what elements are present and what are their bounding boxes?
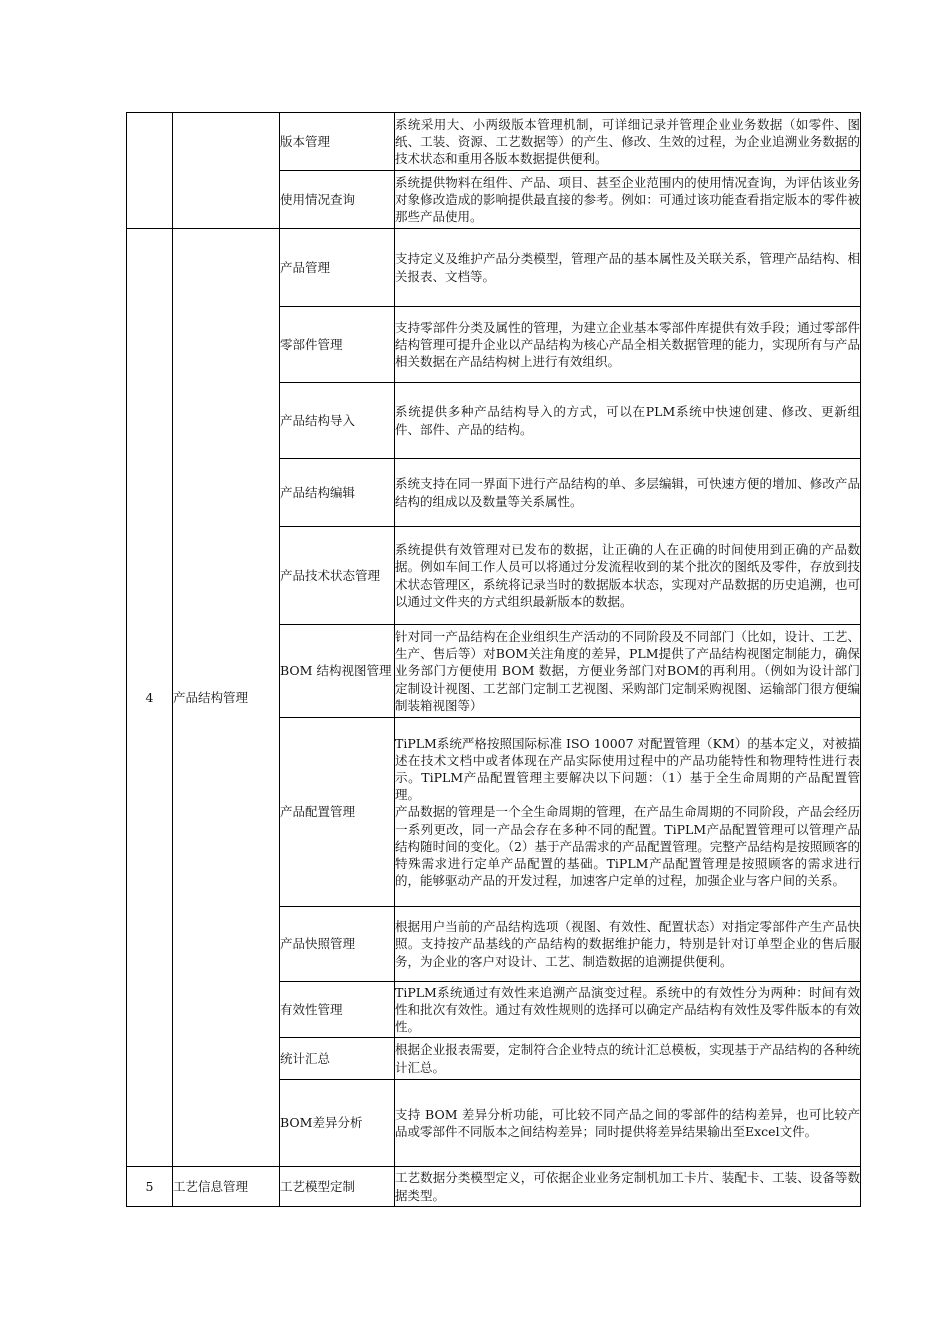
description-cell: 系统提供有效管理对已发布的数据，让正确的人在正确的时间使用到正确的产品数据。例如车间工作人员可以将通过分发流程收到的某个批次的图纸及零件，存放到技术状态管理区，系统将记录当时的数据版本状态，实现对产品数据的历史追溯，也可以通过文件夹的方式组织最新版本的数据。 [395,527,861,625]
description-cell: 系统支持在同一界面下进行产品结构的单、多层编辑，可快速方便的增加、修改产品结构的组成以及数量等关系属性。 [395,459,861,527]
description-cell: 支持零部件分类及属性的管理，为建立企业基本零部件库提供有效手段；通过零部件结构管理可提升企业以产品结构为核心产品全相关数据管理的能力，实现所有与产品相关数据在产品结构树上进行有效组织。 [395,307,861,383]
table-row [127,113,861,171]
feature-cell: 工艺模型定制 [280,1167,395,1207]
feature-cell: 产品管理 [280,229,395,307]
module-cell: 工艺信息管理 [173,1167,280,1207]
description-cell: 支持 BOM 差异分析功能，可比较不同产品之间的零部件的结构差异，也可比较产品或零部件不同版本之间结构差异；同时提供将差异结果输出至Excel文件。 [395,1080,861,1167]
feature-cell: 有效性管理 [280,982,395,1038]
feature-cell: 产品结构导入 [280,383,395,459]
description-cell: 系统提供物料在组件、产品、项目、甚至企业范围内的使用情况查询，为评估该业务对象修改造成的影响提供最直接的参考。例如：可通过该功能查看指定版本的零件被那些产品使用。 [395,171,861,229]
feature-cell: 使用情况查询 [280,171,395,229]
feature-cell: 产品快照管理 [280,907,395,982]
description-cell: 系统提供多种产品结构导入的方式，可以在PLM系统中快速创建、修改、更新组件、部件、产品的结构。 [395,383,861,459]
description-cell: 根据企业报表需要，定制符合企业特点的统计汇总模板，实现基于产品结构的各种统计汇总。 [395,1038,861,1080]
row-number-cell: 4 [127,229,173,1167]
feature-cell: 零部件管理 [280,307,395,383]
row-number-cell: 5 [127,1167,173,1207]
feature-cell: 产品技术状态管理 [280,527,395,625]
table-row [127,229,861,307]
description-cell: 支持定义及维护产品分类模型，管理产品的基本属性及关联关系，管理产品结构、相关报表、文档等。 [395,229,861,307]
module-cell [173,113,280,229]
module-cell: 产品结构管理 [173,229,280,1167]
description-cell: TiPLM系统通过有效性来追溯产品演变过程。系统中的有效性分为两种：时间有效性和批次有效性。通过有效性规则的选择可以确定产品结构有效性及零件版本的有效性。 [395,982,861,1038]
feature-cell: 统计汇总 [280,1038,395,1080]
table-row [127,1167,861,1207]
feature-cell: 产品结构编辑 [280,459,395,527]
row-number-cell [127,113,173,229]
feature-cell: BOM 结构视图管理 [280,625,395,718]
description-cell: 针对同一产品结构在企业组织生产活动的不同阶段及不同部门（比如，设计、工艺、生产、售后等）对BOM关注角度的差异，PLM提供了产品结构视图定制能力，确保业务部门方便使用 BOM 数据，方便业务部门对BOM的再利用。（例如为设计部门定制设计视图、工艺部门定制工艺视图、采购部门定制采购视图、运输部门很方便编制装箱视图等） [395,625,861,718]
description-cell: 根据用户当前的产品结构选项（视图、有效性、配置状态）对指定零部件产生产品快照。支持按产品基线的产品结构的数据维护能力，特别是针对订单型企业的售后服务，为企业的客户对设计、工艺、制造数据的追溯提供便利。 [395,907,861,982]
function-spec-table [126,112,861,1207]
description-cell: TiPLM系统严格按照国际标准 ISO 10007 对配置管理（KM）的基本定义，对被描述在技术文档中或者体现在产品实际使用过程中的产品功能特性和物理特性进行表示。TiPLM产品配置管理主要解决以下问题：（1）基于全生命周期的产品配置管理。 产品数据的管理是一个全生命周期的管理，在产品生命周期的不同阶段，产品会经历一系列更改，同一产品会存在多种不同的配置。TiPLM产品配置管理可以管理产品结构随时间的变化。（2）基于产品需求的产品配置管理。完整产品结构是按照顾客的特殊需求进行定单产品配置的基础。TiPLM产品配置管理是按照顾客的需求进行的，能够驱动产品的开发过程，加速客户定单的过程，加强企业与客户间的关系。 [395,718,861,907]
feature-cell: BOM差异分析 [280,1080,395,1167]
description-cell: 系统采用大、小两级版本管理机制，可详细记录并管理企业业务数据（如零件、图纸、工装、资源、工艺数据等）的产生、修改、生效的过程，为企业追溯业务数据的技术状态和重用各版本数据提供便利。 [395,113,861,171]
feature-cell: 产品配置管理 [280,718,395,907]
feature-cell: 版本管理 [280,113,395,171]
description-cell: 工艺数据分类模型定义，可依据企业业务定制机加工卡片、装配卡、工装、设备等数据类型。 [395,1167,861,1207]
